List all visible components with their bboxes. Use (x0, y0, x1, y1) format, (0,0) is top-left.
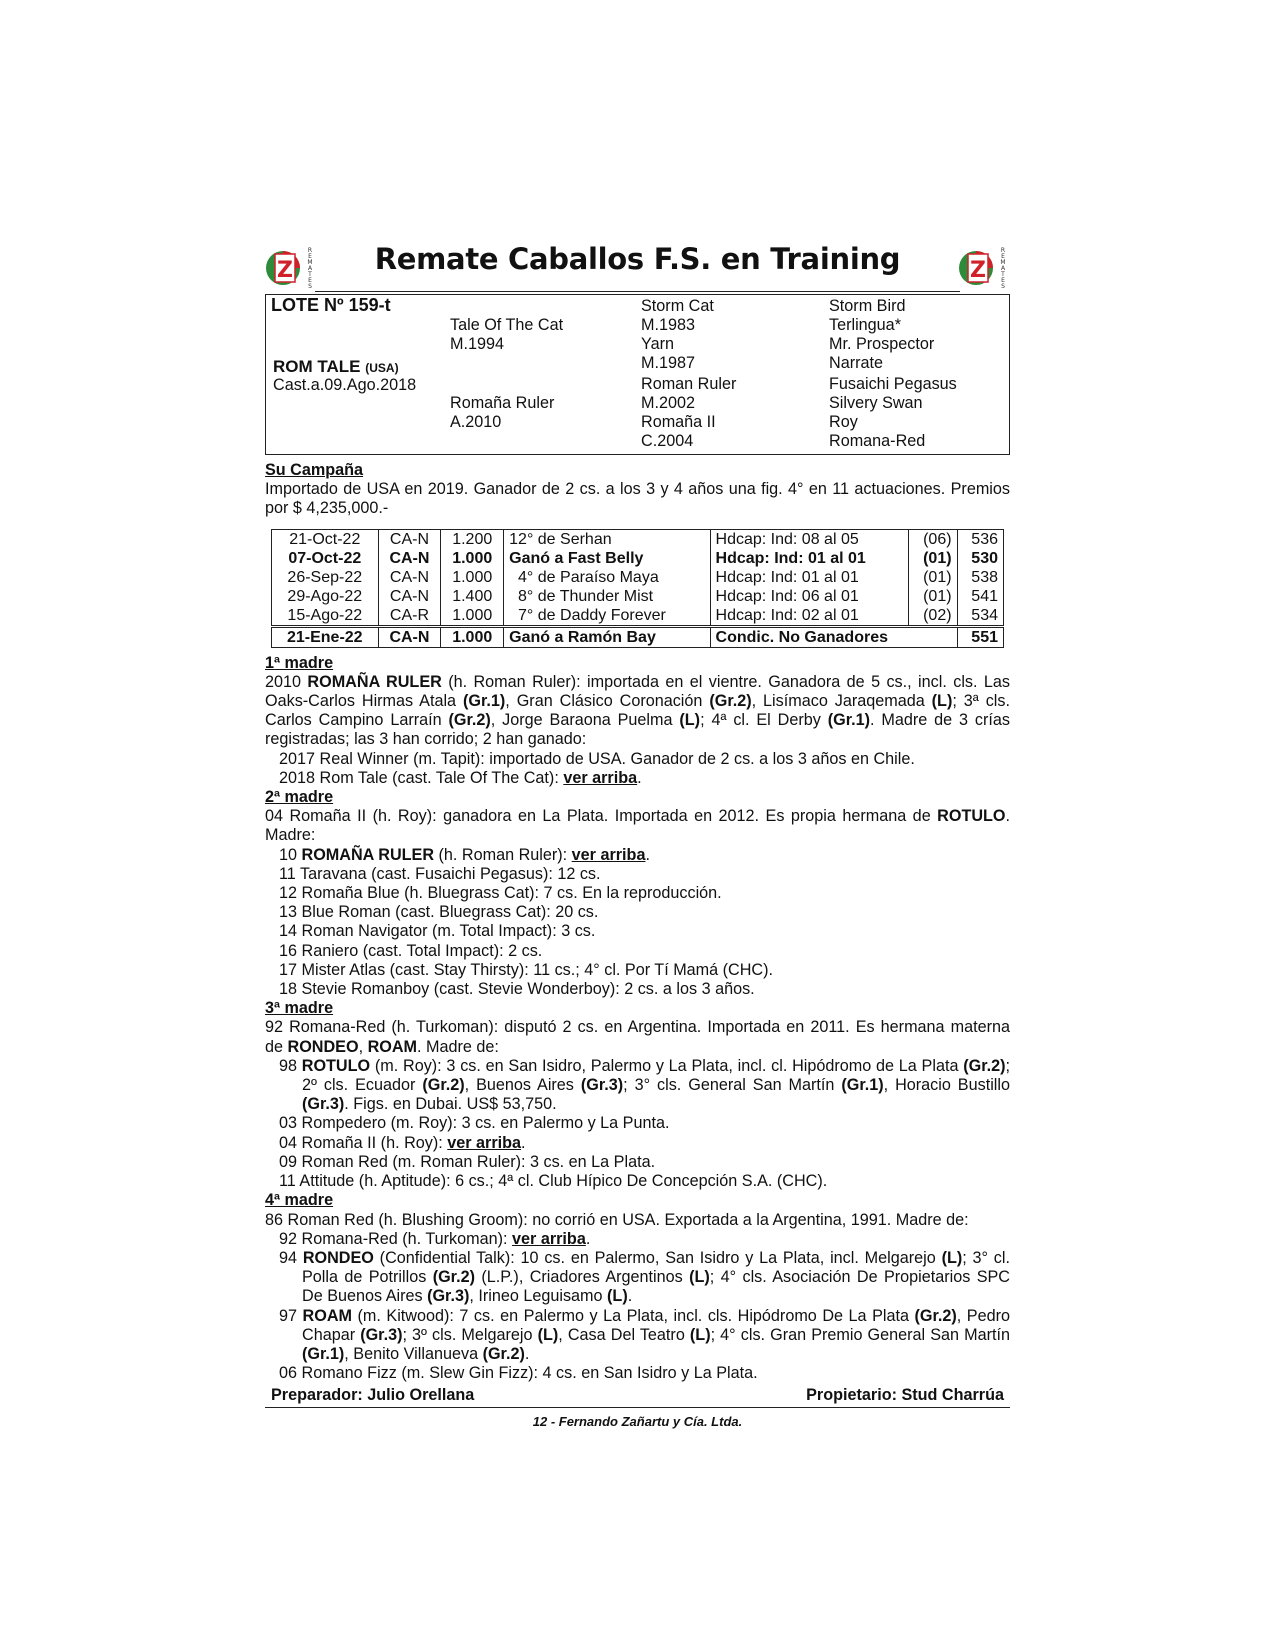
section-heading: 4ª madre (265, 1191, 334, 1210)
grandsire-1: Storm Cat (641, 297, 714, 315)
produce-record: 2018 Rom Tale (cast. Tale Of The Cat): ver arriba. (279, 768, 642, 787)
great-grandparent: Storm Bird (829, 297, 906, 315)
great-grandparent: Terlingua* (829, 316, 901, 334)
race-distance: 1.000 (441, 606, 504, 627)
trainer-label: Preparador: Julio Orellana (271, 1386, 475, 1405)
race-result: 4° de Paraíso Maya (504, 568, 710, 587)
race-record-row (272, 606, 1004, 627)
race-result: 12° de Serhan (504, 529, 710, 549)
race-condition: Hdcap: Ind: 06 al 01 (710, 587, 908, 606)
dam-description: A.2010 (450, 413, 502, 431)
ver-arriba-link: ver arriba (571, 845, 646, 864)
race-record-row (272, 529, 1004, 549)
horse-description: Cast.a.09.Ago.2018 (273, 376, 417, 394)
race-position: (01) (909, 587, 958, 606)
zt-remates-logo (958, 244, 1010, 290)
produce-record: 12 Romaña Blue (h. Bluegrass Cat): 7 cs. En la reproducción. (279, 884, 722, 903)
header-rule (315, 291, 960, 292)
svg-text:Z: Z (277, 258, 293, 283)
svg-text:R: R (1000, 247, 1006, 254)
grandsire-1-desc: M.1983 (641, 316, 695, 334)
race-track: CA-R (378, 606, 441, 627)
third-dam-section (265, 999, 1010, 1191)
race-record-row (272, 587, 1004, 606)
great-grandparent: Romana-Red (829, 432, 926, 450)
ver-arriba-link: ver arriba (563, 768, 638, 787)
lot-number: LOTE Nº 159-t (271, 295, 391, 315)
section-heading: 3ª madre (265, 999, 334, 1018)
race-distance: 1.200 (441, 529, 504, 549)
section-heading: Su Campaña (265, 461, 364, 479)
produce-record: 11 Taravana (cast. Fusaichi Pegasus): 12 cs. (279, 864, 601, 883)
grandsire-2: Roman Ruler (641, 375, 737, 393)
race-record-table (271, 529, 1004, 648)
produce-record: 2017 Real Winner (m. Tapit): importado de USA. Ganador de 2 cs. a los 3 años en Chile. (279, 749, 915, 768)
third-dam-text: 92 Romana-Red (h. Turkoman): disputó 2 cs. en Argentina. Importada en 2011. Es hermana materna de RONDEO, ROAM. Madre de: (265, 1018, 1010, 1056)
race-date: 15-Ago-22 (272, 606, 379, 627)
race-track: CA-N (378, 549, 441, 568)
owner-label: Propietario: Stud Charrúa (806, 1386, 1004, 1405)
produce-record: 04 Romaña II (h. Roy): ver arriba. (279, 1133, 526, 1152)
race-track: CA-N (378, 587, 441, 606)
produce-record: 11 Attitude (h. Aptitude): 6 cs.; 4ª cl. Club Hípico De Concepción S.A. (CHC). (279, 1172, 828, 1191)
produce-record: 16 Raniero (cast. Total Impact): 2 cs. (279, 941, 543, 960)
race-condition: Hdcap: Ind: 02 al 01 (710, 606, 908, 627)
race-position: (02) (909, 606, 958, 627)
race-weight: 536 (957, 529, 1003, 549)
race-record-row (272, 549, 1004, 568)
svg-text:E: E (308, 277, 312, 284)
race-condition: Hdcap: Ind: 01 al 01 (710, 568, 908, 587)
svg-text:S: S (1001, 283, 1005, 290)
page-number: 12 - Fernando Zañartu y Cía. Ltda. (532, 1414, 743, 1430)
great-grandparent: Mr. Prospector (829, 335, 935, 353)
race-record-row (272, 568, 1004, 587)
race-result: 7° de Daddy Forever (504, 606, 710, 627)
dam-name: Romaña Ruler (450, 394, 555, 412)
page-header (265, 244, 1010, 294)
race-date: 07-Oct-22 (272, 549, 379, 568)
race-condition: Hdcap: Ind: 01 al 01 (710, 549, 908, 568)
race-track: CA-N (378, 568, 441, 587)
produce-record: 09 Roman Red (m. Roman Ruler): 3 cs. en La Plata. (279, 1152, 656, 1171)
svg-text:A: A (1000, 265, 1006, 272)
produce-record: 92 Romana-Red (h. Turkoman): ver arriba. (279, 1229, 591, 1248)
granddam-2: Romaña II (641, 413, 716, 431)
great-grandparent: Roy (829, 413, 858, 431)
granddam-1-desc: M.1987 (641, 354, 695, 372)
svg-text:T: T (308, 271, 312, 278)
grandsire-2-desc: M.2002 (641, 394, 695, 412)
page-title: Remate Caballos F.S. en Training (374, 242, 901, 276)
svg-text:S: S (308, 283, 312, 290)
campaign-summary: Importado de USA en 2019. Ganador de 2 cs. a los 3 y 4 años una fig. 4° en 11 actuaciones. Premios por $ 4,235,000.- (265, 480, 1010, 518)
race-track: CA-N (378, 626, 441, 647)
race-weight: 538 (957, 568, 1003, 587)
produce-record: 18 Stevie Romanboy (cast. Stevie Wonderboy): 2 cs. a los 3 años. (279, 980, 755, 999)
great-grandparent: Narrate (829, 354, 883, 372)
produce-record: 97 ROAM (m. Kitwood): 7 cs. en Palermo y La Plata, incl. cls. Hipódromo De La Plata (Gr.2), Pedro Chapar (Gr.3); 3º cls. Melgarejo (L), Casa Del Teatro (L); 4° cls. Gran Premio General San Martín (Gr.1), Benito Villanueva (Gr.2). (279, 1306, 1011, 1363)
ver-arriba-link: ver arriba (512, 1229, 586, 1248)
section-heading: 2ª madre (265, 788, 334, 807)
produce-record: 17 Mister Atlas (cast. Stay Thirsty): 11 cs.; 4° cl. Por Tí Mamá (CHC). (279, 960, 774, 979)
section-heading: 1ª madre (265, 653, 334, 672)
race-condition: Hdcap: Ind: 08 al 05 (710, 529, 908, 549)
race-position: (01) (909, 549, 958, 568)
great-grandparent: Silvery Swan (829, 394, 923, 412)
race-distance: 1.000 (441, 568, 504, 587)
race-condition: Condic. No Ganadores (710, 626, 957, 647)
granddam-1: Yarn (641, 335, 674, 353)
horse-name: ROM TALE (USA) (273, 357, 399, 376)
second-dam-text: 04 Romaña II (h. Roy): ganadora en La Plata. Importada en 2012. Es propia hermana de ROTULO. Madre: (265, 807, 1010, 845)
race-weight: 530 (957, 549, 1003, 568)
produce-record: 98 ROTULO (m. Roy): 3 cs. en San Isidro, Palermo y La Plata, incl. cl. Hipódromo de La Plata (Gr.2); 2º cls. Ecuador (Gr.2), Buenos Aires (Gr.3); 3° cls. General San Martín (Gr.1), Horacio Bustillo (Gr.3). Figs. en Dubai. US$ 53,750. (279, 1056, 1010, 1114)
svg-text:Z: Z (970, 258, 986, 283)
produce-record: 94 RONDEO (Confidential Talk): 10 cs. en Palermo, San Isidro y La Plata, incl. Melgarejo (L); 3° cl. Polla de Potrillos (Gr.2) (L.P.), Criadores Argentinos (L); 4° cls. Asociación De Propietarios SPC De Buenos Aires (Gr.3), Irineo Leguisamo (L). (279, 1248, 1010, 1306)
race-result: 8° de Thunder Mist (504, 587, 710, 606)
sire-name: Tale Of The Cat (450, 316, 564, 334)
svg-text:E: E (1001, 277, 1005, 284)
race-weight: 541 (957, 587, 1003, 606)
race-track: CA-N (378, 529, 441, 549)
race-date: 29-Ago-22 (272, 587, 379, 606)
race-record-last-row (272, 626, 1004, 647)
first-dam-section (265, 654, 1010, 788)
fourth-dam-section (265, 1191, 1010, 1383)
race-distance: 1.000 (441, 626, 504, 647)
produce-record: 06 Romano Fizz (m. Slew Gin Fizz): 4 cs. en San Isidro y La Plata. (279, 1364, 758, 1383)
svg-text:R: R (307, 247, 313, 254)
race-date: 26-Sep-22 (272, 568, 379, 587)
produce-record: 14 Roman Navigator (m. Total Impact): 3 cs. (279, 922, 596, 941)
race-position: (01) (909, 568, 958, 587)
race-distance: 1.400 (441, 587, 504, 606)
produce-record: 13 Blue Roman (cast. Bluegrass Cat): 20 cs. (279, 903, 599, 922)
second-dam-section (265, 788, 1010, 999)
race-date: 21-Ene-22 (272, 626, 379, 647)
catalog-page (265, 244, 1010, 1432)
produce-record: 10 ROMAÑA RULER (h. Roman Ruler): ver arriba. (279, 845, 650, 864)
svg-text:M: M (1000, 259, 1006, 266)
page-footer (265, 1385, 1010, 1408)
svg-text:A: A (307, 265, 313, 272)
zt-remates-logo (265, 244, 317, 290)
sire-description: M.1994 (450, 335, 504, 353)
race-weight: 534 (957, 606, 1003, 627)
race-distance: 1.000 (441, 549, 504, 568)
pedigree-box (265, 294, 1010, 455)
race-date: 21-Oct-22 (272, 529, 379, 549)
campaign-section (265, 461, 1010, 519)
svg-text:E: E (308, 253, 312, 260)
race-weight: 551 (957, 626, 1003, 647)
granddam-2-desc: C.2004 (641, 432, 694, 450)
produce-record: 03 Rompedero (m. Roy): 3 cs. en Palermo y La Punta. (279, 1114, 670, 1133)
svg-text:T: T (1001, 271, 1005, 278)
race-result: Ganó a Fast Belly (504, 549, 710, 568)
great-grandparent: Fusaichi Pegasus (829, 375, 957, 393)
svg-text:E: E (1001, 253, 1005, 260)
ver-arriba-link: ver arriba (447, 1133, 522, 1152)
svg-text:M: M (307, 259, 313, 266)
race-position: (06) (909, 529, 958, 549)
race-result: Ganó a Ramón Bay (504, 626, 710, 647)
fourth-dam-text: 86 Roman Red (h. Blushing Groom): no corrió en USA. Exportada a la Argentina, 1991. Madre de: (265, 1210, 969, 1229)
first-dam-text: 2010 ROMAÑA RULER (h. Roman Ruler): importada en el vientre. Ganadora de 5 cs., incl. cls. Las Oaks-Carlos Hirmas Atala (Gr.1), Gran Clásico Coronación (Gr.2), Lisímaco Jaraqemada (L); 3ª cls. Carlos Campino Larraín (Gr.2), Jorge Baraona Puelma (L); 4ª cl. El Derby (Gr.1). Madre de 3 crías registradas; las 3 han corrido; 2 han ganado: (265, 672, 1010, 749)
